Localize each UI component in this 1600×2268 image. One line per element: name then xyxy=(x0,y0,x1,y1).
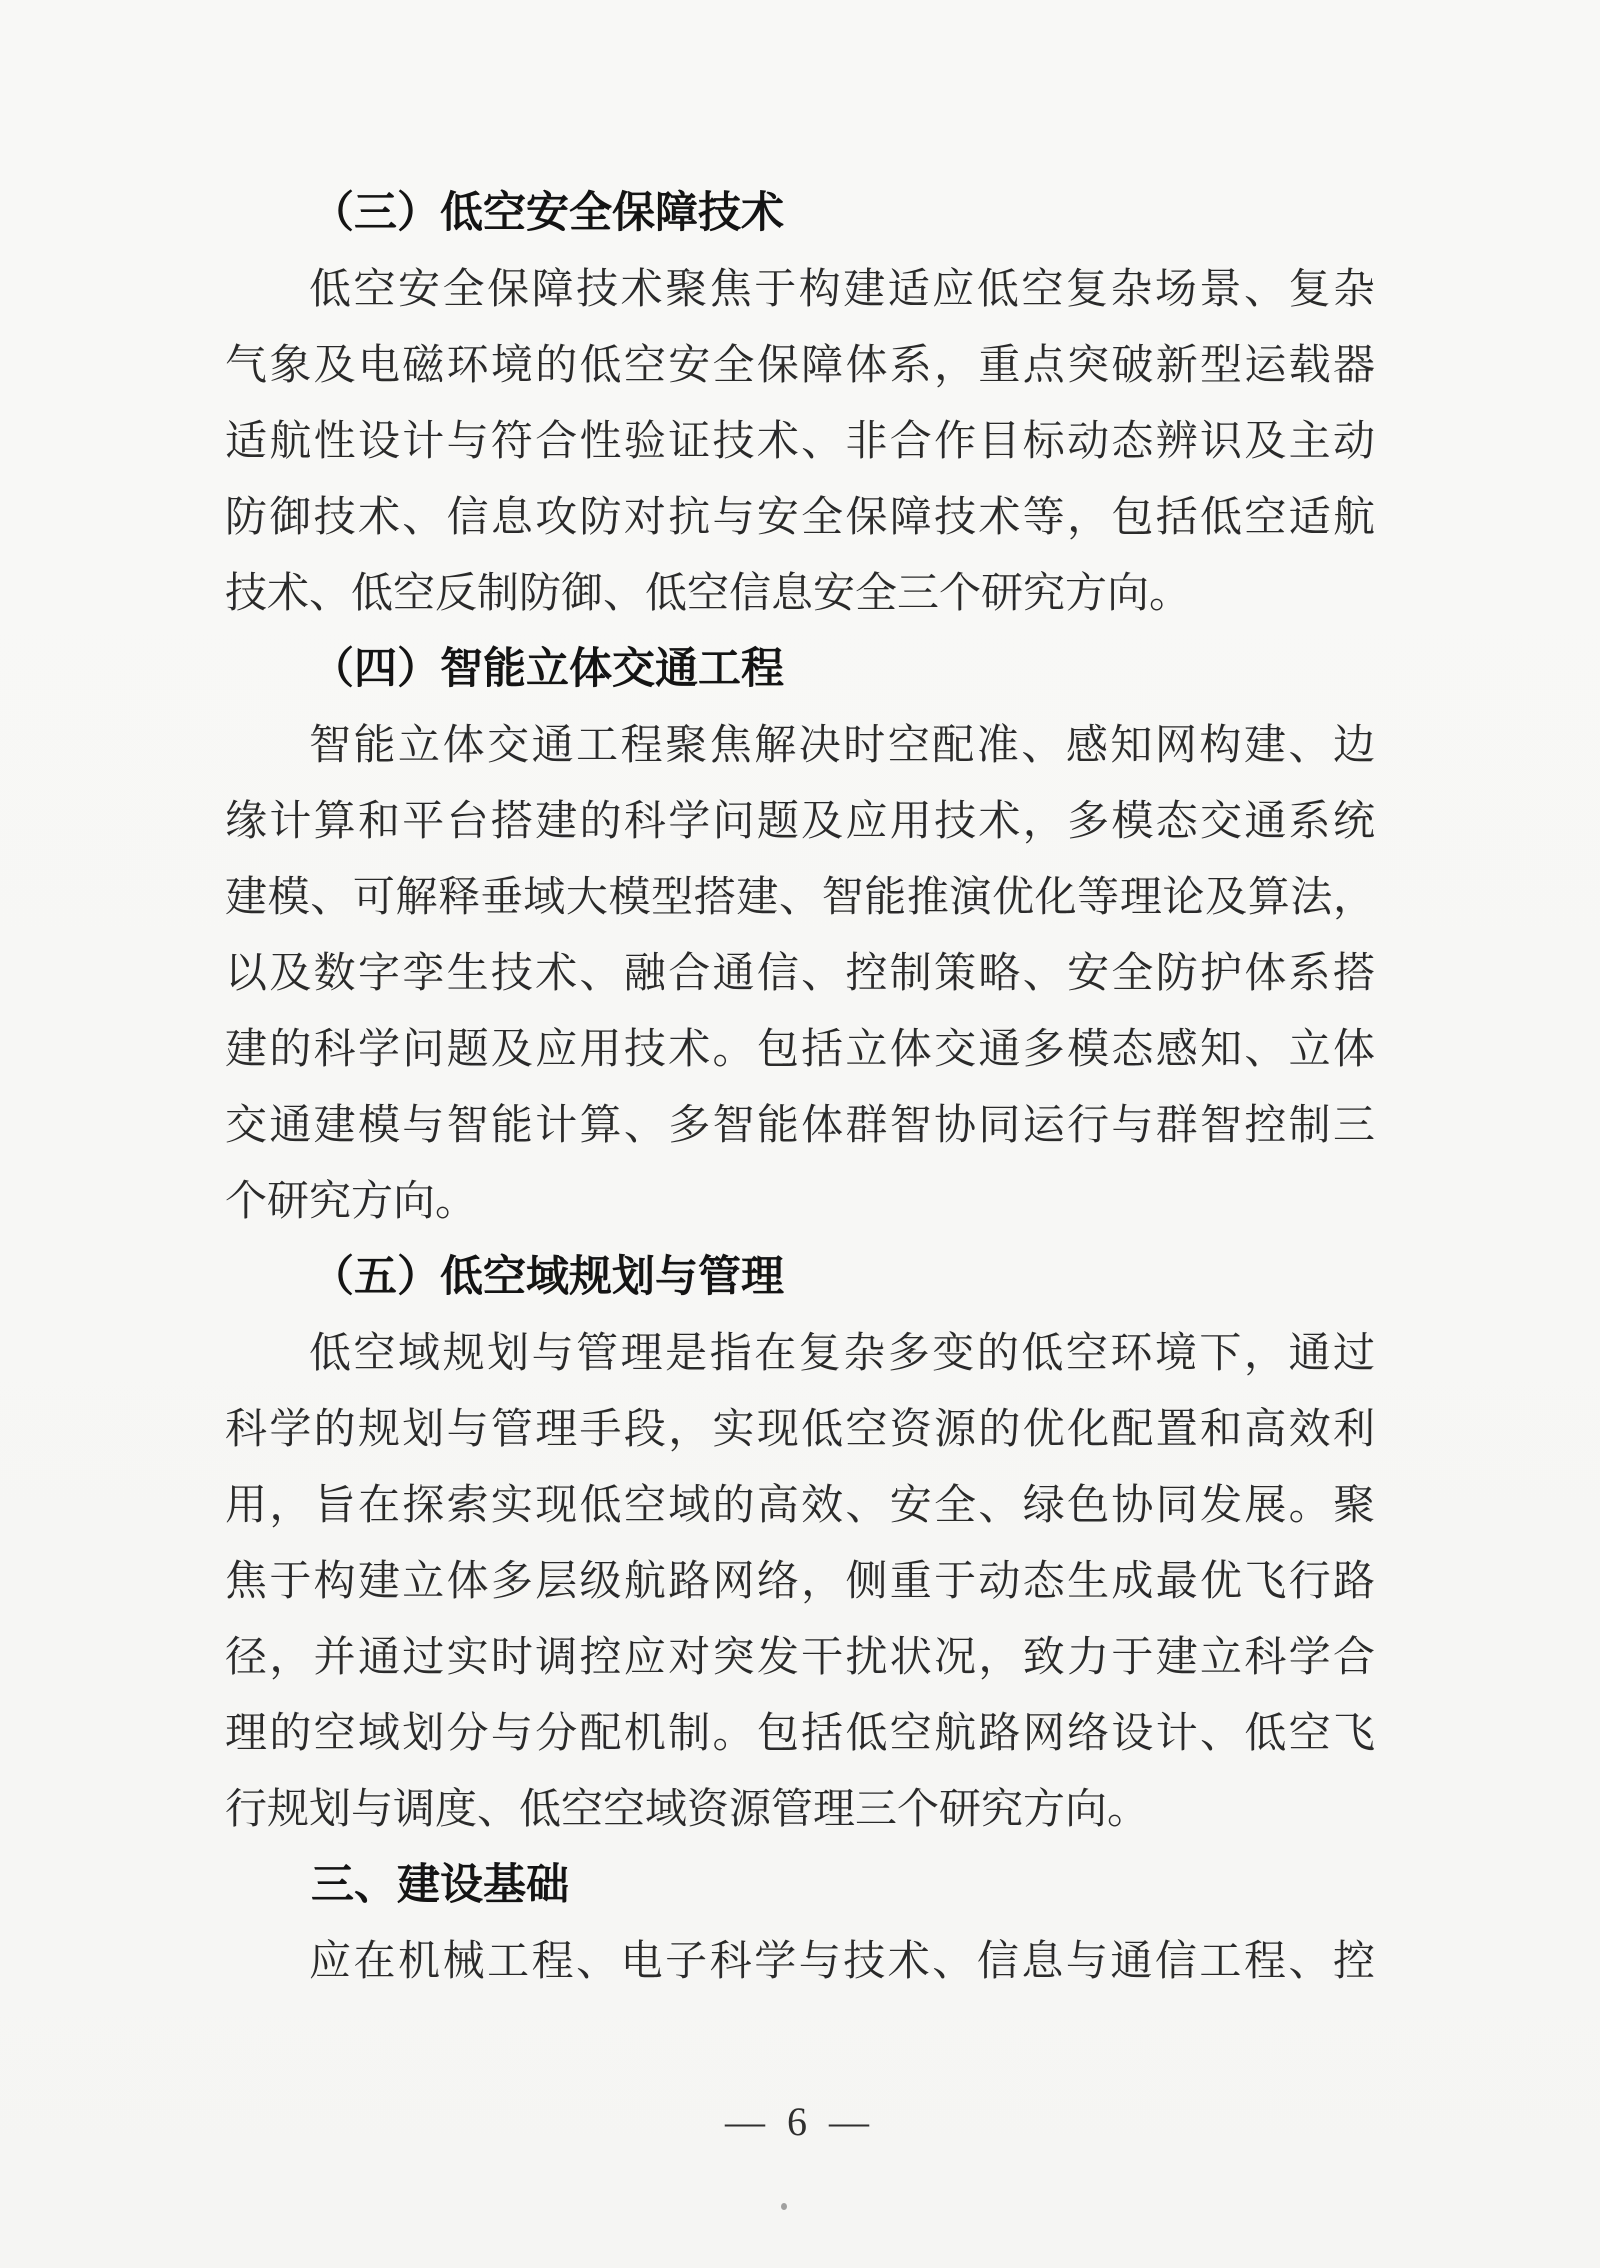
text-line: 适航性设计与符合性验证技术、非合作目标动态辨识及主动 xyxy=(225,419,1375,465)
text-line: 防御技术、信息攻防对抗与安全保障技术等，包括低空适航 xyxy=(225,495,1375,541)
text-line: 科学的规划与管理手段，实现低空资源的优化配置和高效利 xyxy=(225,1407,1375,1453)
text-line: 缘计算和平台搭建的科学问题及应用技术，多模态交通系统 xyxy=(225,799,1375,845)
text-line: 建模、可解释垂域大模型搭建、智能推演优化等理论及算法， xyxy=(225,875,1375,921)
scan-artifact-dot xyxy=(781,2203,787,2210)
page-number: — 6 — xyxy=(725,2099,875,2144)
text-line: 行规划与调度、低空空域资源管理三个研究方向。 xyxy=(225,1787,1150,1833)
section-heading-construction-basis: 三、建设基础 xyxy=(311,1862,569,1909)
text-line: 低空安全保障技术聚焦于构建适应低空复杂场景、复杂 xyxy=(309,267,1375,313)
text-line: 个研究方向。 xyxy=(225,1179,478,1225)
section-heading-5: （五）低空域规划与管理 xyxy=(311,1254,784,1301)
document-body xyxy=(225,176,1375,2000)
text-line: 交通建模与智能计算、多智能体群智协同运行与群智控制三 xyxy=(225,1103,1375,1149)
text-line: 技术、低空反制防御、低空信息安全三个研究方向。 xyxy=(225,571,1192,617)
text-line: 理的空域划分与分配机制。包括低空航路网络设计、低空飞 xyxy=(225,1711,1375,1757)
text-line: 智能立体交通工程聚焦解决时空配准、感知网构建、边 xyxy=(309,723,1375,769)
text-line: 气象及电磁环境的低空安全保障体系，重点突破新型运载器 xyxy=(225,343,1375,389)
text-line: 建的科学问题及应用技术。包括立体交通多模态感知、立体 xyxy=(225,1027,1375,1073)
text-line: 应在机械工程、电子科学与技术、信息与通信工程、控 xyxy=(309,1939,1375,1985)
section-heading-4: （四）智能立体交通工程 xyxy=(311,646,784,693)
text-line: 低空域规划与管理是指在复杂多变的低空环境下，通过 xyxy=(309,1331,1375,1377)
section-heading-3: （三）低空安全保障技术 xyxy=(311,190,784,237)
text-line: 用，旨在探索实现低空域的高效、安全、绿色协同发展。聚 xyxy=(225,1483,1375,1529)
text-line: 径，并通过实时调控应对突发干扰状况，致力于建立科学合 xyxy=(225,1635,1375,1681)
text-line: 焦于构建立体多层级航路网络，侧重于动态生成最优飞行路 xyxy=(225,1559,1375,1605)
text-line: 以及数字孪生技术、融合通信、控制策略、安全防护体系搭 xyxy=(225,951,1375,997)
